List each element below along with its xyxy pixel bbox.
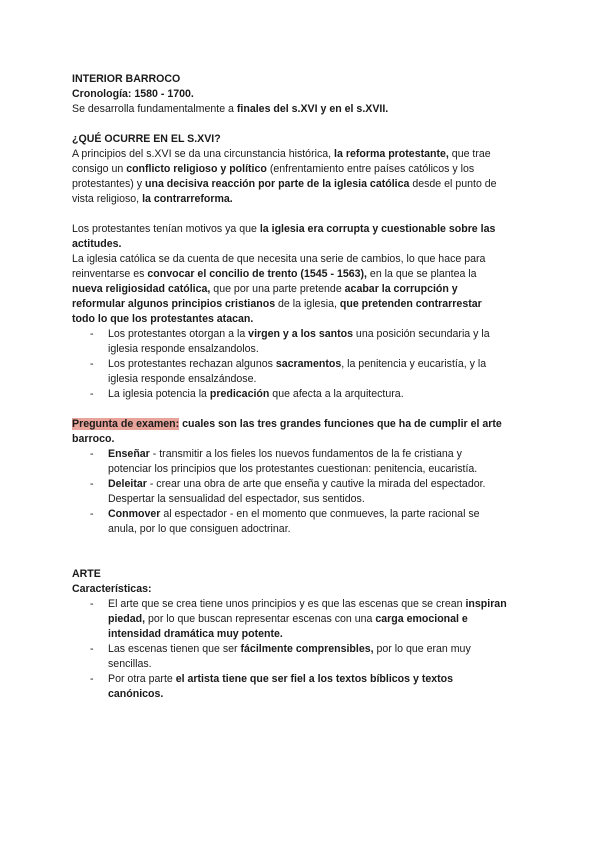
paragraph-line: La iglesia católica se da cuenta de que necesita una serie de cambios, lo que hace para <box>72 253 486 265</box>
paragraph-line: vista religioso, la contrarreforma. <box>72 193 233 205</box>
list-item: - Las escenas tienen que ser fácilmente comprensibles, por lo que eran muy sencillas. <box>90 643 471 670</box>
exam-question: barroco. <box>72 433 115 445</box>
paragraph-line: todo lo que los protestantes atacan. <box>72 313 254 325</box>
paragraph-line: Los protestantes tenían motivos ya que la iglesia era corrupta y cuestionable sobre las <box>72 223 496 235</box>
paragraph-line: protestantes) y una decisiva reacción por parte de la iglesia católica desde el punto de <box>72 178 497 190</box>
paragraph-line: consigo un conflicto religioso y político (enfrentamiento entre países católicos y los <box>72 163 475 175</box>
paragraph-line: reinventarse es convocar el concilio de trento (1545 - 1563), en la que se plantea la <box>72 268 477 280</box>
paragraph-line: A principios del s.XVI se da una circunstancia histórica, la reforma protestante, que trae <box>72 148 491 160</box>
subheading: Características: <box>72 583 152 595</box>
list-item: - La iglesia potencia la predicación que afecta a la arquitectura. <box>90 388 404 400</box>
paragraph-line: nueva religiosidad católica, que por una parte pretende acabar la corrupción y <box>72 283 458 295</box>
exam-question: Pregunta de examen: cuales son las tres grandes funciones que ha de cumplir el arte <box>72 418 502 430</box>
list-item: - Por otra parte el artista tiene que ser fiel a los textos bíblicos y textos canónicos. <box>90 673 454 700</box>
develop-line: Se desarrolla fundamentalmente a finales del s.XVI y en el s.XVII. <box>72 103 389 115</box>
section-heading: ARTE <box>72 568 101 580</box>
list-item: - El arte que se crea tiene unos principios y es que las escenas que se crean inspiran piedad, por lo que buscan representar escenas con una carga emocional e intensidad dramática muy potente. <box>90 598 507 640</box>
doc-title: INTERIOR BARROCO <box>72 73 181 85</box>
list-item: - Los protestantes otorgan a la virgen y a los santos una posición secundaria y la iglesia responde ensalzandolos. <box>90 328 490 355</box>
paragraph-line: actitudes. <box>72 238 122 250</box>
list-item: - Conmover al espectador - en el momento que conmueves, la parte racional se anula, por lo que consiguen adoctrinar. <box>90 508 480 535</box>
document-page <box>72 72 532 702</box>
list-item: - Los protestantes rechazan algunos sacramentos, la penitencia y eucaristía, y la iglesia responde ensalzándose. <box>90 358 487 385</box>
list-item: - Enseñar - transmitir a los fieles los nuevos fundamentos de la fe cristiana y potenciar los principios que los protestantes cuestionan: penitencia, eucaristía. <box>90 448 478 475</box>
paragraph-line: reformular algunos principios cristianos de la iglesia, que pretenden contrarrestar <box>72 298 482 310</box>
exam-highlight: Pregunta de examen: <box>72 418 180 430</box>
section-heading: ¿QUÉ OCURRE EN EL S.XVI? <box>72 133 221 145</box>
chronology: Cronología: 1580 - 1700. <box>72 88 194 100</box>
list-item: - Deleitar - crear una obra de arte que enseña y cautive la mirada del espectador. Despertar la sensualidad del espectador, sus sentidos. <box>90 478 486 505</box>
